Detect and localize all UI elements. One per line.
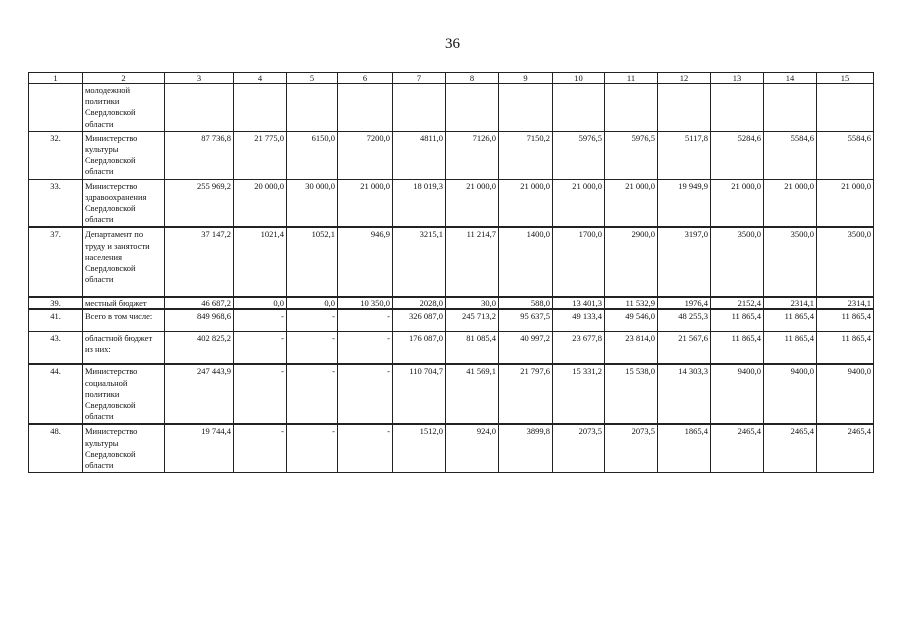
row-name: Министерство культуры Свердловской области bbox=[83, 424, 165, 472]
value-cell: 41 569,1 bbox=[446, 364, 499, 424]
value-cell: 4811,0 bbox=[393, 131, 446, 179]
value-cell: 21 000,0 bbox=[553, 179, 605, 227]
value-cell: 2152,4 bbox=[711, 297, 764, 309]
header-cell: 2 bbox=[83, 73, 165, 84]
value-cell: - bbox=[338, 424, 393, 472]
value-cell: 402 825,2 bbox=[165, 331, 234, 364]
value-cell: 7150,2 bbox=[499, 131, 553, 179]
row-name: Министерство культуры Свердловской области bbox=[83, 131, 165, 179]
value-cell: 176 087,0 bbox=[393, 331, 446, 364]
value-cell: 95 637,5 bbox=[499, 309, 553, 331]
table-row bbox=[29, 424, 874, 472]
value-cell: 1021,4 bbox=[234, 227, 287, 297]
value-cell bbox=[393, 84, 446, 132]
value-cell: 1976,4 bbox=[658, 297, 711, 309]
value-cell: 2465,4 bbox=[711, 424, 764, 472]
table-row bbox=[29, 331, 874, 364]
table-row bbox=[29, 227, 874, 297]
value-cell: 18 019,3 bbox=[393, 179, 446, 227]
row-name: местный бюджет bbox=[83, 297, 165, 309]
value-cell: 23 677,8 bbox=[553, 331, 605, 364]
value-cell: - bbox=[287, 424, 338, 472]
value-cell bbox=[234, 84, 287, 132]
value-cell: 2314,1 bbox=[817, 297, 874, 309]
row-index bbox=[29, 84, 83, 132]
value-cell: 21 000,0 bbox=[817, 179, 874, 227]
value-cell: 2073,5 bbox=[605, 424, 658, 472]
header-cell: 15 bbox=[817, 73, 874, 84]
value-cell: 5584,6 bbox=[764, 131, 817, 179]
value-cell: 11 865,4 bbox=[764, 309, 817, 331]
value-cell: - bbox=[287, 364, 338, 424]
value-cell: 2073,5 bbox=[553, 424, 605, 472]
value-cell: - bbox=[338, 309, 393, 331]
value-cell: 81 085,4 bbox=[446, 331, 499, 364]
table-row bbox=[29, 309, 874, 331]
value-cell: 40 997,2 bbox=[499, 331, 553, 364]
page-number: 36 bbox=[445, 36, 460, 52]
value-cell bbox=[446, 84, 499, 132]
value-cell: 5284,6 bbox=[711, 131, 764, 179]
value-cell: 11 865,4 bbox=[711, 331, 764, 364]
value-cell: 9400,0 bbox=[817, 364, 874, 424]
value-cell bbox=[553, 84, 605, 132]
value-cell bbox=[711, 84, 764, 132]
header-cell: 3 bbox=[165, 73, 234, 84]
value-cell: 1400,0 bbox=[499, 227, 553, 297]
header-cell: 4 bbox=[234, 73, 287, 84]
value-cell: - bbox=[338, 331, 393, 364]
value-cell bbox=[658, 84, 711, 132]
value-cell: 3197,0 bbox=[658, 227, 711, 297]
value-cell: 2900,0 bbox=[605, 227, 658, 297]
value-cell: 37 147,2 bbox=[165, 227, 234, 297]
value-cell: 10 350,0 bbox=[338, 297, 393, 309]
header-cell: 9 bbox=[499, 73, 553, 84]
value-cell: 7200,0 bbox=[338, 131, 393, 179]
header-cell: 7 bbox=[393, 73, 446, 84]
row-index: 39. bbox=[29, 297, 83, 309]
table-row bbox=[29, 297, 874, 309]
value-cell: 1052,1 bbox=[287, 227, 338, 297]
value-cell bbox=[817, 84, 874, 132]
value-cell: 11 214,7 bbox=[446, 227, 499, 297]
value-cell: 13 401,3 bbox=[553, 297, 605, 309]
value-cell: 946,9 bbox=[338, 227, 393, 297]
value-cell: 30 000,0 bbox=[287, 179, 338, 227]
table-row bbox=[29, 131, 874, 179]
header-cell: 10 bbox=[553, 73, 605, 84]
value-cell: 9400,0 bbox=[711, 364, 764, 424]
value-cell: 849 968,6 bbox=[165, 309, 234, 331]
value-cell: 1865,4 bbox=[658, 424, 711, 472]
header-cell: 14 bbox=[764, 73, 817, 84]
value-cell: 21 775,0 bbox=[234, 131, 287, 179]
row-name: областной бюджет из них: bbox=[83, 331, 165, 364]
value-cell: 6150,0 bbox=[287, 131, 338, 179]
value-cell: - bbox=[234, 364, 287, 424]
value-cell: 20 000,0 bbox=[234, 179, 287, 227]
value-cell: 5117,8 bbox=[658, 131, 711, 179]
value-cell: 21 567,6 bbox=[658, 331, 711, 364]
row-index: 33. bbox=[29, 179, 83, 227]
value-cell: 247 443,9 bbox=[165, 364, 234, 424]
value-cell: 21 000,0 bbox=[711, 179, 764, 227]
value-cell: 48 255,3 bbox=[658, 309, 711, 331]
value-cell: 21 797,6 bbox=[499, 364, 553, 424]
value-cell bbox=[499, 84, 553, 132]
value-cell: 2028,0 bbox=[393, 297, 446, 309]
value-cell: 19 744,4 bbox=[165, 424, 234, 472]
value-cell: 5584,6 bbox=[817, 131, 874, 179]
row-index: 41. bbox=[29, 309, 83, 331]
budget-table bbox=[28, 72, 874, 473]
header-cell: 13 bbox=[711, 73, 764, 84]
row-index: 48. bbox=[29, 424, 83, 472]
value-cell: 21 000,0 bbox=[446, 179, 499, 227]
value-cell: 3500,0 bbox=[817, 227, 874, 297]
table-row bbox=[29, 179, 874, 227]
value-cell: 326 087,0 bbox=[393, 309, 446, 331]
value-cell: 87 736,8 bbox=[165, 131, 234, 179]
value-cell: 7126,0 bbox=[446, 131, 499, 179]
row-index: 37. bbox=[29, 227, 83, 297]
value-cell: 1512,0 bbox=[393, 424, 446, 472]
value-cell: 924,0 bbox=[446, 424, 499, 472]
row-name: Департамент по труду и занятости населения Свердловской области bbox=[83, 227, 165, 297]
value-cell: 21 000,0 bbox=[605, 179, 658, 227]
header-cell: 6 bbox=[338, 73, 393, 84]
value-cell: 49 133,4 bbox=[553, 309, 605, 331]
value-cell: - bbox=[234, 424, 287, 472]
value-cell: 245 713,2 bbox=[446, 309, 499, 331]
value-cell: 255 969,2 bbox=[165, 179, 234, 227]
value-cell: 588,0 bbox=[499, 297, 553, 309]
value-cell: 21 000,0 bbox=[338, 179, 393, 227]
header-row bbox=[29, 73, 874, 84]
table-row bbox=[29, 364, 874, 424]
row-name: Всего в том числе: bbox=[83, 309, 165, 331]
value-cell: 11 865,4 bbox=[764, 331, 817, 364]
header-cell: 5 bbox=[287, 73, 338, 84]
value-cell: 15 331,2 bbox=[553, 364, 605, 424]
value-cell: 11 865,4 bbox=[817, 309, 874, 331]
row-index: 32. bbox=[29, 131, 83, 179]
value-cell: 21 000,0 bbox=[499, 179, 553, 227]
value-cell: 0,0 bbox=[287, 297, 338, 309]
value-cell bbox=[764, 84, 817, 132]
header-cell: 12 bbox=[658, 73, 711, 84]
value-cell: 3500,0 bbox=[764, 227, 817, 297]
value-cell: 23 814,0 bbox=[605, 331, 658, 364]
value-cell bbox=[338, 84, 393, 132]
row-index: 44. bbox=[29, 364, 83, 424]
value-cell: - bbox=[234, 331, 287, 364]
row-index: 43. bbox=[29, 331, 83, 364]
value-cell: 2465,4 bbox=[817, 424, 874, 472]
value-cell: 30,0 bbox=[446, 297, 499, 309]
value-cell: 5976,5 bbox=[553, 131, 605, 179]
value-cell: 49 546,0 bbox=[605, 309, 658, 331]
row-name: молодежной политики Свердловской области bbox=[83, 84, 165, 132]
value-cell: 1700,0 bbox=[553, 227, 605, 297]
value-cell: 2465,4 bbox=[764, 424, 817, 472]
value-cell: 3500,0 bbox=[711, 227, 764, 297]
value-cell: 46 687,2 bbox=[165, 297, 234, 309]
value-cell: 5976,5 bbox=[605, 131, 658, 179]
value-cell: 3899,8 bbox=[499, 424, 553, 472]
value-cell: 0,0 bbox=[234, 297, 287, 309]
value-cell: - bbox=[234, 309, 287, 331]
value-cell: 11 532,9 bbox=[605, 297, 658, 309]
row-name: Министерство здравоохранения Свердловской области bbox=[83, 179, 165, 227]
row-name: Министерство социальной политики Свердловской области bbox=[83, 364, 165, 424]
value-cell: 14 303,3 bbox=[658, 364, 711, 424]
value-cell: 9400,0 bbox=[764, 364, 817, 424]
header-cell: 11 bbox=[605, 73, 658, 84]
value-cell: 15 538,0 bbox=[605, 364, 658, 424]
value-cell: 11 865,4 bbox=[817, 331, 874, 364]
header-cell: 8 bbox=[446, 73, 499, 84]
value-cell: - bbox=[287, 331, 338, 364]
value-cell: 11 865,4 bbox=[711, 309, 764, 331]
value-cell bbox=[605, 84, 658, 132]
table-row bbox=[29, 84, 874, 132]
value-cell: 3215,1 bbox=[393, 227, 446, 297]
value-cell bbox=[165, 84, 234, 132]
value-cell: - bbox=[287, 309, 338, 331]
value-cell: 19 949,9 bbox=[658, 179, 711, 227]
value-cell: 110 704,7 bbox=[393, 364, 446, 424]
value-cell: - bbox=[338, 364, 393, 424]
value-cell: 2314,1 bbox=[764, 297, 817, 309]
value-cell: 21 000,0 bbox=[764, 179, 817, 227]
header-cell: 1 bbox=[29, 73, 83, 84]
value-cell bbox=[287, 84, 338, 132]
